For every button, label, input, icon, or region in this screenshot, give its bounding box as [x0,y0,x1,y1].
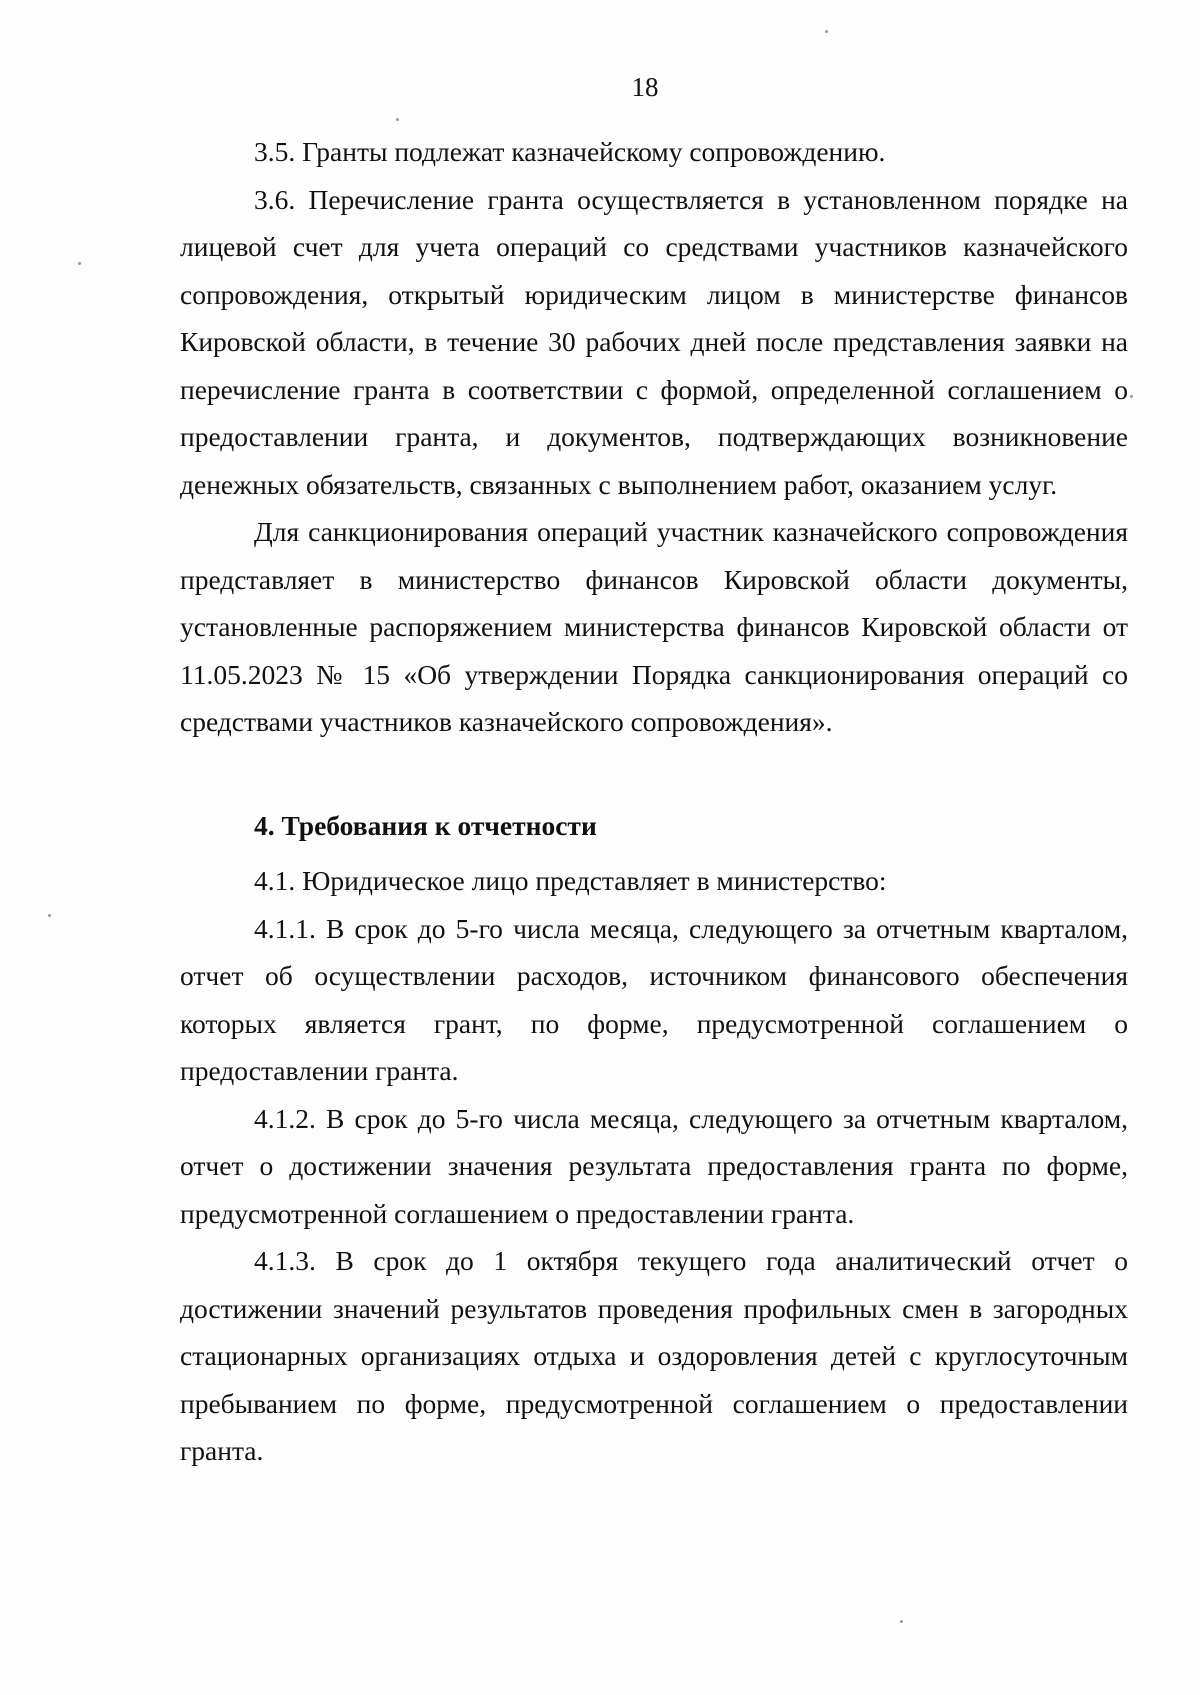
scan-speck [78,262,81,265]
page-number: 18 [631,72,659,102]
paragraph-4-1-2: 4.1.2. В срок до 5-го числа месяца, следующего за отчетным кварталом, отчет о достижении значения результата предоставления гранта по форме, предусмотренной соглашением о предоставлении гранта. [180,1102,1128,1229]
paragraph-4-1-1: 4.1.1. В срок до 5-го числа месяца, следующего за отчетным кварталом, отчет об осуществлении расходов, источником финансового обеспечения которых является грант, по форме, предусмотренной соглашением о предоставлении гранта. [180,912,1128,1086]
paragraph-4-1-3: 4.1.3. В срок до 1 октября текущего года аналитический отчет о достижении значений результатов проведения профильных смен в загородных стационарных организациях отдыха и оздоровления детей с круглосуточным пребыванием по форме, предусмотренной соглашением о предоставлении гранта. [180,1245,1128,1466]
section-heading-4: 4. Требования к отчетности [254,809,597,841]
paragraph-3-5: 3.5. Гранты подлежат казначейскому сопровождению. [254,136,886,167]
scan-speck [48,914,51,917]
paragraph-4-1: 4.1. Юридическое лицо представляет в министерство: [254,865,887,896]
scan-speck [900,1620,903,1623]
scan-speck [825,30,828,33]
paragraph-3-6: 3.6. Перечисление гранта осуществляется в установленном порядке на лицевой счет для учета операций со средствами участников казначейского сопровождения, открытый юридическим лицом в министерстве финансов Кировской области, в течение 30 рабочих дней после представления заявки на перечисление гранта в соответствии с формой, определенной соглашением о предоставлении гранта, и документов, подтверждающих возникновение денежных обязательств, связанных с выполнением работ, оказанием услуг. [180,183,1128,500]
paragraph-3-6-sanction: Для санкционирования операций участник казначейского сопровождения представляет в министерство финансов Кировской области документы, установленные распоряжением министерства финансов Кировской области от 11.05.2023 № 15 «Об утверждении Порядка санкционирования операций со средствами участников казначейского сопровождения». [180,516,1128,737]
scan-speck [396,118,399,121]
document-body [180,128,1128,1475]
scan-speck [1130,395,1133,398]
